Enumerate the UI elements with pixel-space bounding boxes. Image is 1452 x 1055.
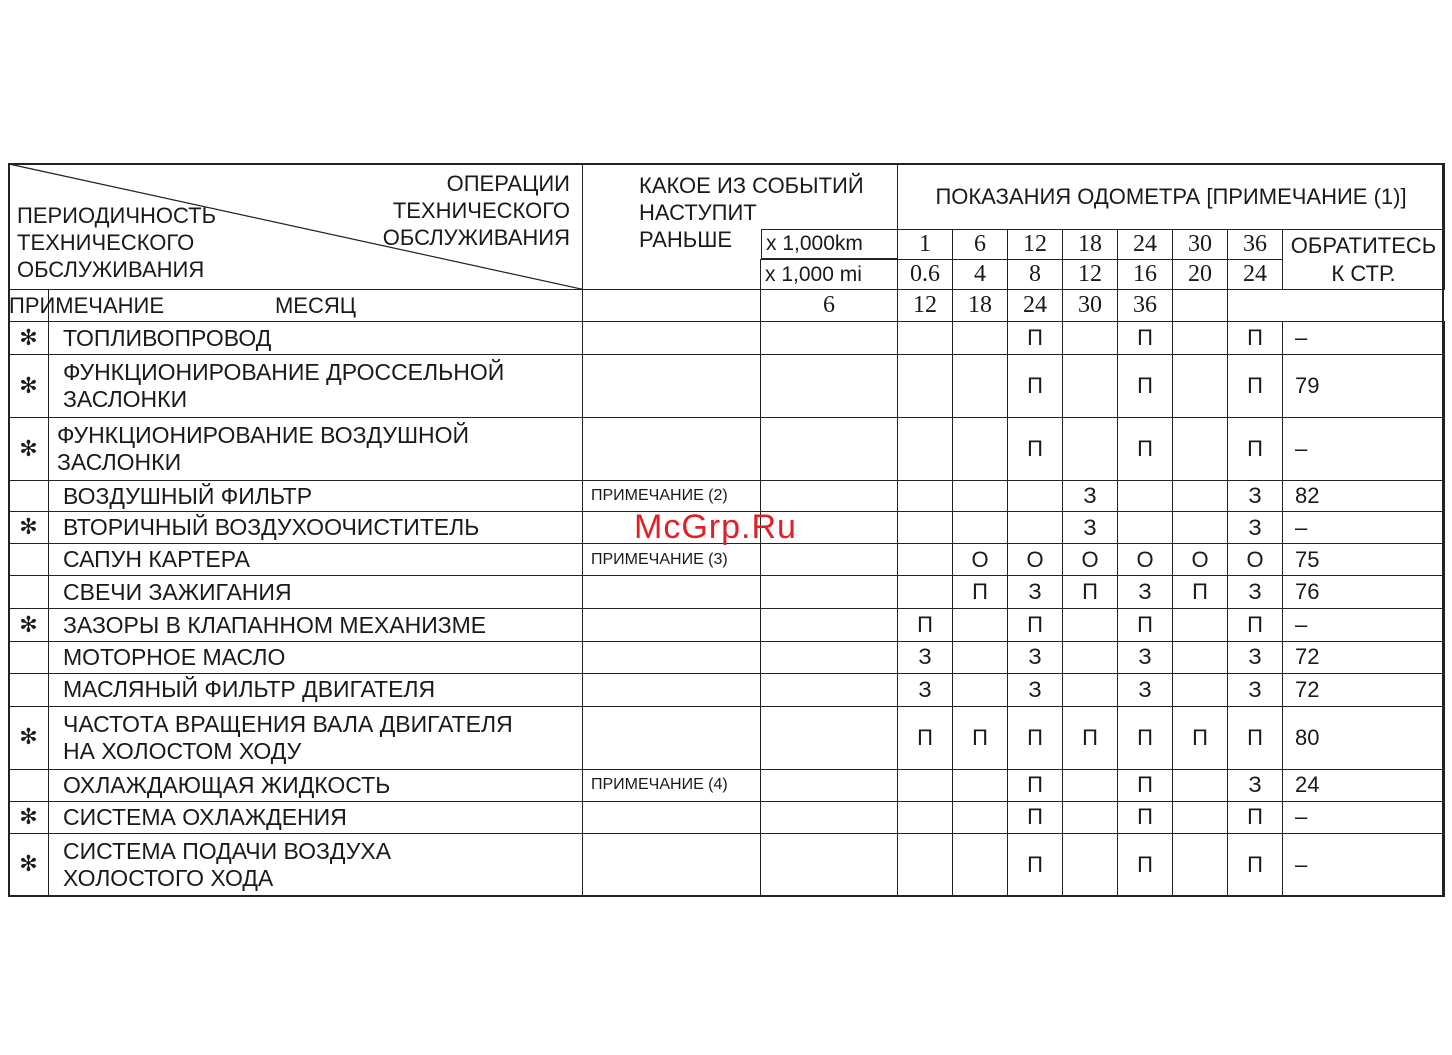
table-row [9, 833, 1445, 896]
service-mark [1063, 673, 1118, 706]
refer-page-value: 72 [1283, 673, 1445, 706]
service-mark [1173, 418, 1228, 481]
service-mark [953, 322, 1008, 355]
month-column-header: МЕСЯЦ [49, 290, 583, 322]
service-mark: П [1118, 322, 1173, 355]
periodic-star-mark [9, 673, 49, 706]
service-mark [1063, 355, 1118, 418]
service-mark [953, 609, 1008, 641]
maintenance-item-line: ЗАЗОРЫ В КЛАПАННОМ МЕХАНИЗМЕ [63, 611, 487, 638]
odometer-km-1: 1 [898, 230, 953, 260]
refer-page-blank [1173, 290, 1228, 322]
service-mark: П [1008, 355, 1063, 418]
service-mark: З [1008, 673, 1063, 706]
refer-page-value: 79 [1283, 355, 1445, 418]
service-mark: П [953, 706, 1008, 769]
maintenance-item [49, 418, 583, 481]
refer-page-value: – [1283, 833, 1445, 896]
service-mark [953, 673, 1008, 706]
service-mark [1063, 801, 1118, 833]
service-mark [1173, 512, 1228, 544]
note-column-header: ПРИМЕЧАНИЕ [9, 290, 49, 322]
refer-page-value: 80 [1283, 706, 1445, 769]
refer-page-value: – [1283, 801, 1445, 833]
whichever-first: КАКОЕ ИЗ СОБЫТИЙ НАСТУПИТ РАНЬШЕ [639, 173, 864, 252]
maintenance-item-line: ЗАСЛОНКИ [57, 449, 182, 476]
service-mark [1063, 609, 1118, 641]
unit-km: x 1,000km [761, 229, 897, 259]
periodic-star-mark: ✻ [9, 706, 49, 769]
service-mark: П [1118, 706, 1173, 769]
odometer-title: ПОКАЗАНИЯ ОДОМЕТРА [ПРИМЕЧАНИЕ (1)] [898, 164, 1445, 230]
service-mark [1063, 833, 1118, 896]
service-mark: П [1228, 801, 1283, 833]
service-mark: П [1118, 418, 1173, 481]
service-mark [1063, 322, 1118, 355]
service-mark: П [1118, 801, 1173, 833]
service-mark: З [1008, 641, 1063, 673]
maintenance-item-line: ЗАСЛОНКИ [63, 386, 188, 413]
maintenance-item [49, 706, 583, 769]
refer-page-header [1283, 230, 1445, 290]
service-mark: П [1063, 576, 1118, 609]
service-mark: П [1228, 418, 1283, 481]
service-mark: О [1173, 544, 1228, 576]
service-mark: О [1228, 544, 1283, 576]
service-mark: П [1118, 355, 1173, 418]
row-note: ПРИМЕЧАНИЕ (3) [583, 544, 761, 576]
month-36: 36 [1118, 290, 1173, 322]
row-month [761, 801, 898, 833]
refer-page-value: 76 [1283, 576, 1445, 609]
maintenance-item-line: ХОЛОСТОГО ХОДА [63, 864, 274, 891]
service-mark: П [1228, 322, 1283, 355]
service-mark [1063, 641, 1118, 673]
service-mark: О [1118, 544, 1173, 576]
service-mark: З [1118, 576, 1173, 609]
refer-page-line2: К СТР. [1331, 260, 1396, 286]
service-mark [898, 769, 953, 801]
service-mark [953, 418, 1008, 481]
maintenance-item-line: САПУН КАРТЕРА [63, 546, 250, 573]
refer-page-value: – [1283, 609, 1445, 641]
odometer-mi-16: 16 [1118, 260, 1173, 290]
service-mark [1173, 673, 1228, 706]
row-note [583, 355, 761, 418]
service-mark: З [1118, 641, 1173, 673]
service-mark [953, 641, 1008, 673]
service-mark [898, 512, 953, 544]
row-month [761, 576, 898, 609]
service-mark: З [1228, 481, 1283, 512]
service-mark [898, 833, 953, 896]
service-mark [1173, 833, 1228, 896]
service-mark: П [1063, 706, 1118, 769]
service-mark: З [1228, 673, 1283, 706]
service-mark [1118, 481, 1173, 512]
row-note [583, 706, 761, 769]
refer-page-value: 75 [1283, 544, 1445, 576]
periodic-star-mark: ✻ [9, 322, 49, 355]
periodic-star-mark [9, 769, 49, 801]
month-30: 30 [1063, 290, 1118, 322]
header-diagonal-cell [9, 164, 583, 290]
table-row [9, 769, 1445, 801]
maintenance-item-line: СИСТЕМА ОХЛАЖДЕНИЯ [63, 803, 347, 830]
maintenance-item [49, 801, 583, 833]
month-12: 12 [898, 290, 953, 322]
operations-title: ОПЕРАЦИИ ТЕХНИЧЕСКОГО ОБСЛУЖИВАНИЯ [382, 171, 570, 250]
maintenance-item-line: МОТОРНОЕ МАСЛО [63, 643, 286, 670]
odometer-km-30: 30 [1173, 230, 1228, 260]
row-note [583, 322, 761, 355]
service-mark: З [1008, 576, 1063, 609]
odometer-mi-12: 12 [1063, 260, 1118, 290]
odometer-mi-4: 4 [953, 260, 1008, 290]
periodic-star-mark: ✻ [9, 355, 49, 418]
service-mark: З [1228, 641, 1283, 673]
periodic-star-mark [9, 641, 49, 673]
odometer-km-24: 24 [1118, 230, 1173, 260]
maintenance-item-line: НА ХОЛОСТОМ ХОДУ [63, 737, 302, 764]
maintenance-item-line: СИСТЕМА ПОДАЧИ ВОЗДУХА [63, 837, 392, 864]
service-mark: П [953, 576, 1008, 609]
row-note [583, 609, 761, 641]
table-row [9, 706, 1445, 769]
maintenance-item-line: СВЕЧИ ЗАЖИГАНИЯ [63, 578, 292, 605]
refer-page-line1: ОБРАТИТЕСЬ [1290, 232, 1437, 258]
service-mark: П [1228, 833, 1283, 896]
row-month [761, 418, 898, 481]
maintenance-item [49, 576, 583, 609]
service-mark: П [1228, 706, 1283, 769]
service-mark [1173, 322, 1228, 355]
periodic-star-mark [9, 481, 49, 512]
service-mark: П [1008, 706, 1063, 769]
refer-page-value: – [1283, 322, 1445, 355]
service-mark [953, 512, 1008, 544]
service-mark: О [953, 544, 1008, 576]
table-row [9, 544, 1445, 576]
odometer-km-36: 36 [1228, 230, 1283, 260]
row-note [583, 641, 761, 673]
service-mark: З [898, 641, 953, 673]
table-row [9, 641, 1445, 673]
row-month [761, 769, 898, 801]
table-row [9, 673, 1445, 706]
table-row [9, 801, 1445, 833]
periodic-star-mark: ✻ [9, 833, 49, 896]
service-mark [898, 544, 953, 576]
maintenance-item-line: ВОЗДУШНЫЙ ФИЛЬТР [63, 482, 313, 509]
maintenance-item [49, 481, 583, 512]
periodic-star-mark: ✻ [9, 609, 49, 641]
service-mark: З [1228, 769, 1283, 801]
row-note [583, 801, 761, 833]
service-mark: П [1008, 418, 1063, 481]
refer-page-value: 72 [1283, 641, 1445, 673]
watermark: McGrp.Ru [634, 508, 797, 546]
refer-page-value: – [1283, 418, 1445, 481]
service-mark [898, 418, 953, 481]
maintenance-item [49, 544, 583, 576]
refer-page-value: 82 [1283, 481, 1445, 512]
odometer-km-12: 12 [1008, 230, 1063, 260]
service-mark [1008, 512, 1063, 544]
odometer-km-18: 18 [1063, 230, 1118, 260]
table-row [9, 609, 1445, 641]
maintenance-item [49, 673, 583, 706]
service-mark [1118, 512, 1173, 544]
service-mark [1008, 481, 1063, 512]
service-mark: П [1008, 833, 1063, 896]
table-row [9, 322, 1445, 355]
maintenance-item [49, 355, 583, 418]
service-mark [953, 769, 1008, 801]
service-mark: П [1008, 322, 1063, 355]
service-mark [1173, 769, 1228, 801]
odometer-km-6: 6 [953, 230, 1008, 260]
row-month [761, 322, 898, 355]
row-note: ПРИМЕЧАНИЕ (4) [583, 769, 761, 801]
month-18: 18 [953, 290, 1008, 322]
row-month [761, 609, 898, 641]
maintenance-item-line: ОХЛАЖДАЮЩАЯ ЖИДКОСТЬ [63, 771, 391, 798]
service-mark: З [1228, 576, 1283, 609]
row-month [761, 833, 898, 896]
service-mark [953, 801, 1008, 833]
service-mark [1173, 609, 1228, 641]
service-mark: П [1118, 769, 1173, 801]
row-month [761, 673, 898, 706]
refer-page-value: – [1283, 512, 1445, 544]
row-month [761, 544, 898, 576]
service-mark: П [1118, 609, 1173, 641]
row-month [761, 355, 898, 418]
service-mark: П [898, 706, 953, 769]
service-mark [898, 355, 953, 418]
maintenance-item [49, 833, 583, 896]
row-note [583, 833, 761, 896]
service-mark: О [1063, 544, 1118, 576]
table-row [9, 576, 1445, 609]
service-mark: З [1228, 512, 1283, 544]
maintenance-item [49, 769, 583, 801]
table-row [9, 418, 1445, 481]
service-mark: П [1008, 801, 1063, 833]
service-mark [1063, 418, 1118, 481]
service-mark [1063, 769, 1118, 801]
service-mark [953, 481, 1008, 512]
whichever-first-continued [583, 260, 761, 290]
service-mark [1173, 641, 1228, 673]
service-mark [898, 322, 953, 355]
service-mark [1173, 481, 1228, 512]
service-mark [898, 481, 953, 512]
maintenance-item-line: ЧАСТОТА ВРАЩЕНИЯ ВАЛА ДВИГАТЕЛЯ [63, 710, 513, 737]
service-mark [1173, 801, 1228, 833]
maintenance-item-line: ФУНКЦИОНИРОВАНИЕ ДРОССЕЛЬНОЙ [63, 359, 505, 386]
maintenance-item [49, 512, 583, 544]
row-month [761, 706, 898, 769]
month-6: 6 [761, 290, 898, 322]
maintenance-item [49, 609, 583, 641]
service-mark: О [1008, 544, 1063, 576]
row-note [583, 576, 761, 609]
service-mark: П [1173, 706, 1228, 769]
maintenance-item-line: ФУНКЦИОНИРОВАНИЕ ВОЗДУШНОЙ [57, 422, 470, 449]
periodic-star-mark: ✻ [9, 418, 49, 481]
service-mark [898, 801, 953, 833]
refer-page-value: 24 [1283, 769, 1445, 801]
service-mark [953, 355, 1008, 418]
periodic-star-mark: ✻ [9, 512, 49, 544]
service-mark: З [1063, 512, 1118, 544]
table-row [9, 355, 1445, 418]
service-mark: П [1228, 609, 1283, 641]
row-month [761, 641, 898, 673]
service-mark: П [1008, 769, 1063, 801]
unit-mi: x 1,000 mi [761, 260, 898, 290]
service-mark: П [1008, 609, 1063, 641]
service-mark [1173, 355, 1228, 418]
month-24: 24 [1008, 290, 1063, 322]
service-mark [953, 833, 1008, 896]
service-mark: П [1228, 355, 1283, 418]
service-mark: П [1173, 576, 1228, 609]
odometer-mi-20: 20 [1173, 260, 1228, 290]
periodic-star-mark [9, 544, 49, 576]
service-mark: З [1118, 673, 1173, 706]
row-note [583, 418, 761, 481]
maintenance-item-line: МАСЛЯНЫЙ ФИЛЬТР ДВИГАТЕЛЯ [63, 676, 436, 703]
maintenance-item-line: ВТОРИЧНЫЙ ВОЗДУХООЧИСТИТЕЛЬ [63, 514, 480, 541]
maintenance-item-line: ТОПЛИВОПРОВОД [63, 324, 272, 351]
service-mark: З [898, 673, 953, 706]
month-blank [583, 290, 761, 322]
periodic-star-mark [9, 576, 49, 609]
periodic-star-mark: ✻ [9, 801, 49, 833]
odometer-mi-24: 24 [1228, 260, 1283, 290]
odometer-mi-0.6: 0.6 [898, 260, 953, 290]
maintenance-item [49, 322, 583, 355]
row-note [583, 673, 761, 706]
odometer-mi-8: 8 [1008, 260, 1063, 290]
periodicity-title: ПЕРИОДИЧНОСТЬ ТЕХНИЧЕСКОГО ОБСЛУЖИВАНИЯ [17, 203, 217, 283]
service-mark: П [898, 609, 953, 641]
maintenance-item [49, 641, 583, 673]
row-note: ПРИМЕЧАНИЕ (2) [583, 481, 761, 512]
service-mark: П [1118, 833, 1173, 896]
service-mark: З [1063, 481, 1118, 512]
service-mark [898, 576, 953, 609]
